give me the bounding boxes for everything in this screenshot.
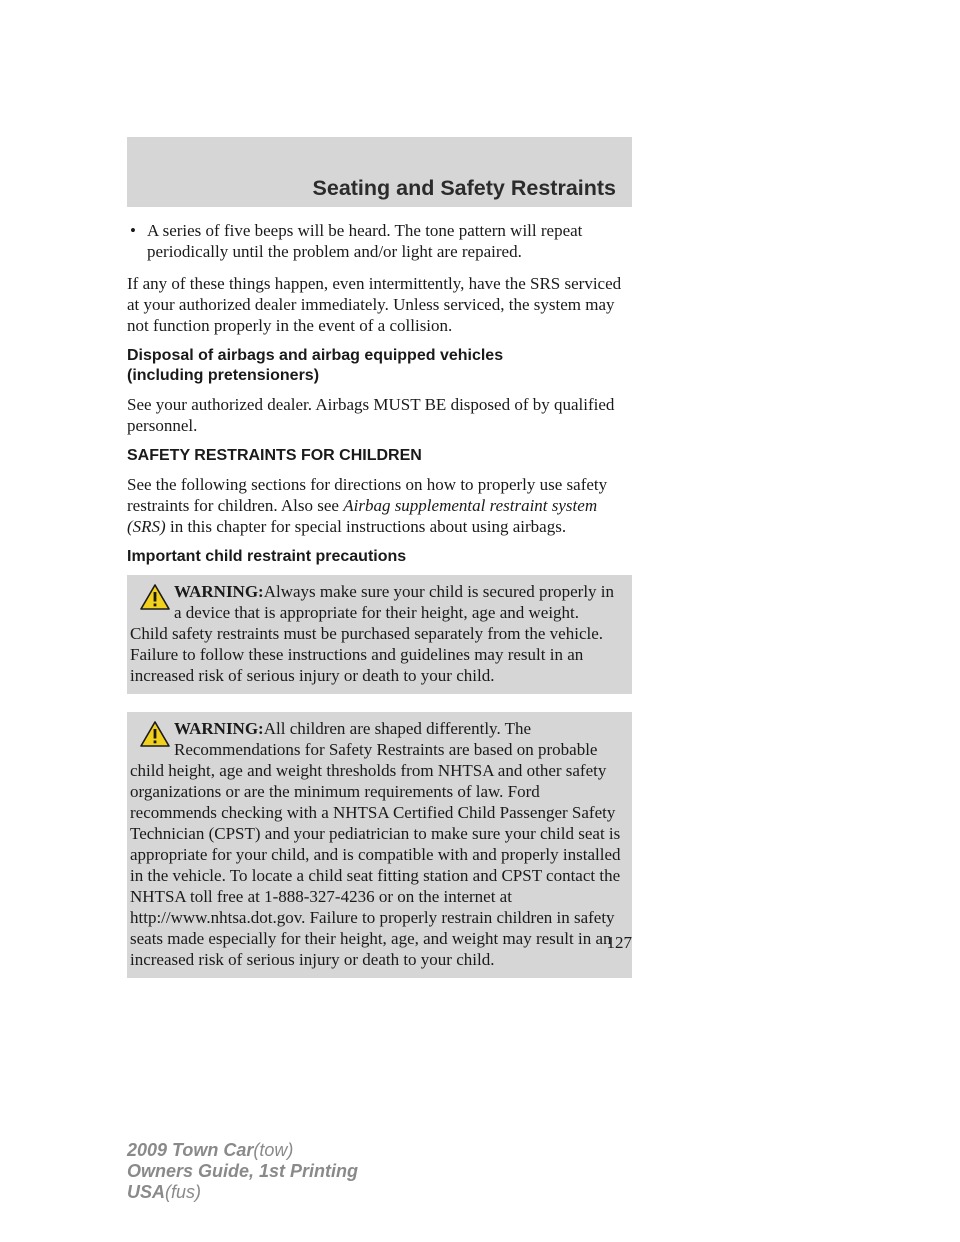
section-title: Seating and Safety Restraints [312, 176, 616, 200]
children-paragraph: See the following sections for directions on how to properly use safety restraints for children. Also see Airbag supplemental restraint system (SRS) in this chapter for special instructions about using airbags. [127, 475, 608, 536]
children-heading: SAFETY RESTRAINTS FOR CHILDREN [127, 447, 422, 464]
precautions-heading: Important child restraint precautions [127, 548, 407, 565]
bullet-text: A series of five beeps will be heard. The tone pattern will repeat periodically until the problem and/or light are repaired. [147, 221, 583, 261]
disposal-heading: Disposal of airbags and airbag equipped vehicles (including pretensioners) [127, 347, 504, 384]
section-header [127, 137, 632, 207]
disposal-paragraph: See your authorized dealer. Airbags MUST BE disposed of by qualified personnel. [127, 395, 615, 435]
bullet-item [127, 220, 632, 262]
footer-print-info: 2009 Town Car(tow) Owners Guide, 1st Printing USA(fus) [127, 1140, 359, 1202]
page-content [127, 220, 632, 996]
warning-label: WARNING: [174, 719, 264, 738]
warning-triangle-icon [139, 583, 171, 611]
srs-service-paragraph: If any of these things happen, even intermittently, have the SRS serviced at your authorized dealer immediately. Unless serviced, the system may not function properly in the event of a collision. [127, 274, 622, 335]
page-number: 127 [606, 933, 632, 952]
warning-text: WARNING:Always make sure your child is secured properly in a device that is appropriate for their height, age and weight. Child safety restraints must be purchased separately from the vehicle. Failure to follow these instructions and guidelines may result in an increased risk of serious injury or death to your child. [130, 582, 615, 685]
warning-box [127, 575, 632, 694]
warning-text: WARNING:All children are shaped differently. The Recommendations for Safety Restraints are based on probable child height, age and weight thresholds from NHTSA and other safety organizations or are the minimum requirements of law. Ford recommends checking with a NHTSA Certified Child Passenger Safety Technician (CPST) and your pediatrician to make sure your child seat is appropriate for your child, and is compatible with and properly installed in the vehicle. To locate a child seat fitting station and CPST contact the NHTSA toll free at 1-888-327-4236 or on the internet at http://www.nhtsa.dot.gov. Failure to properly restrain children in safety seats made especially for their height, age, and weight may result in an increased risk of serious injury or death to your child. [130, 719, 621, 969]
warning-box [127, 712, 632, 978]
srs-reference: Airbag supplemental restraint system (SRS) [127, 496, 598, 536]
warning-triangle-icon [139, 720, 171, 748]
bullet-icon: • [130, 221, 136, 240]
warning-label: WARNING: [174, 582, 264, 601]
